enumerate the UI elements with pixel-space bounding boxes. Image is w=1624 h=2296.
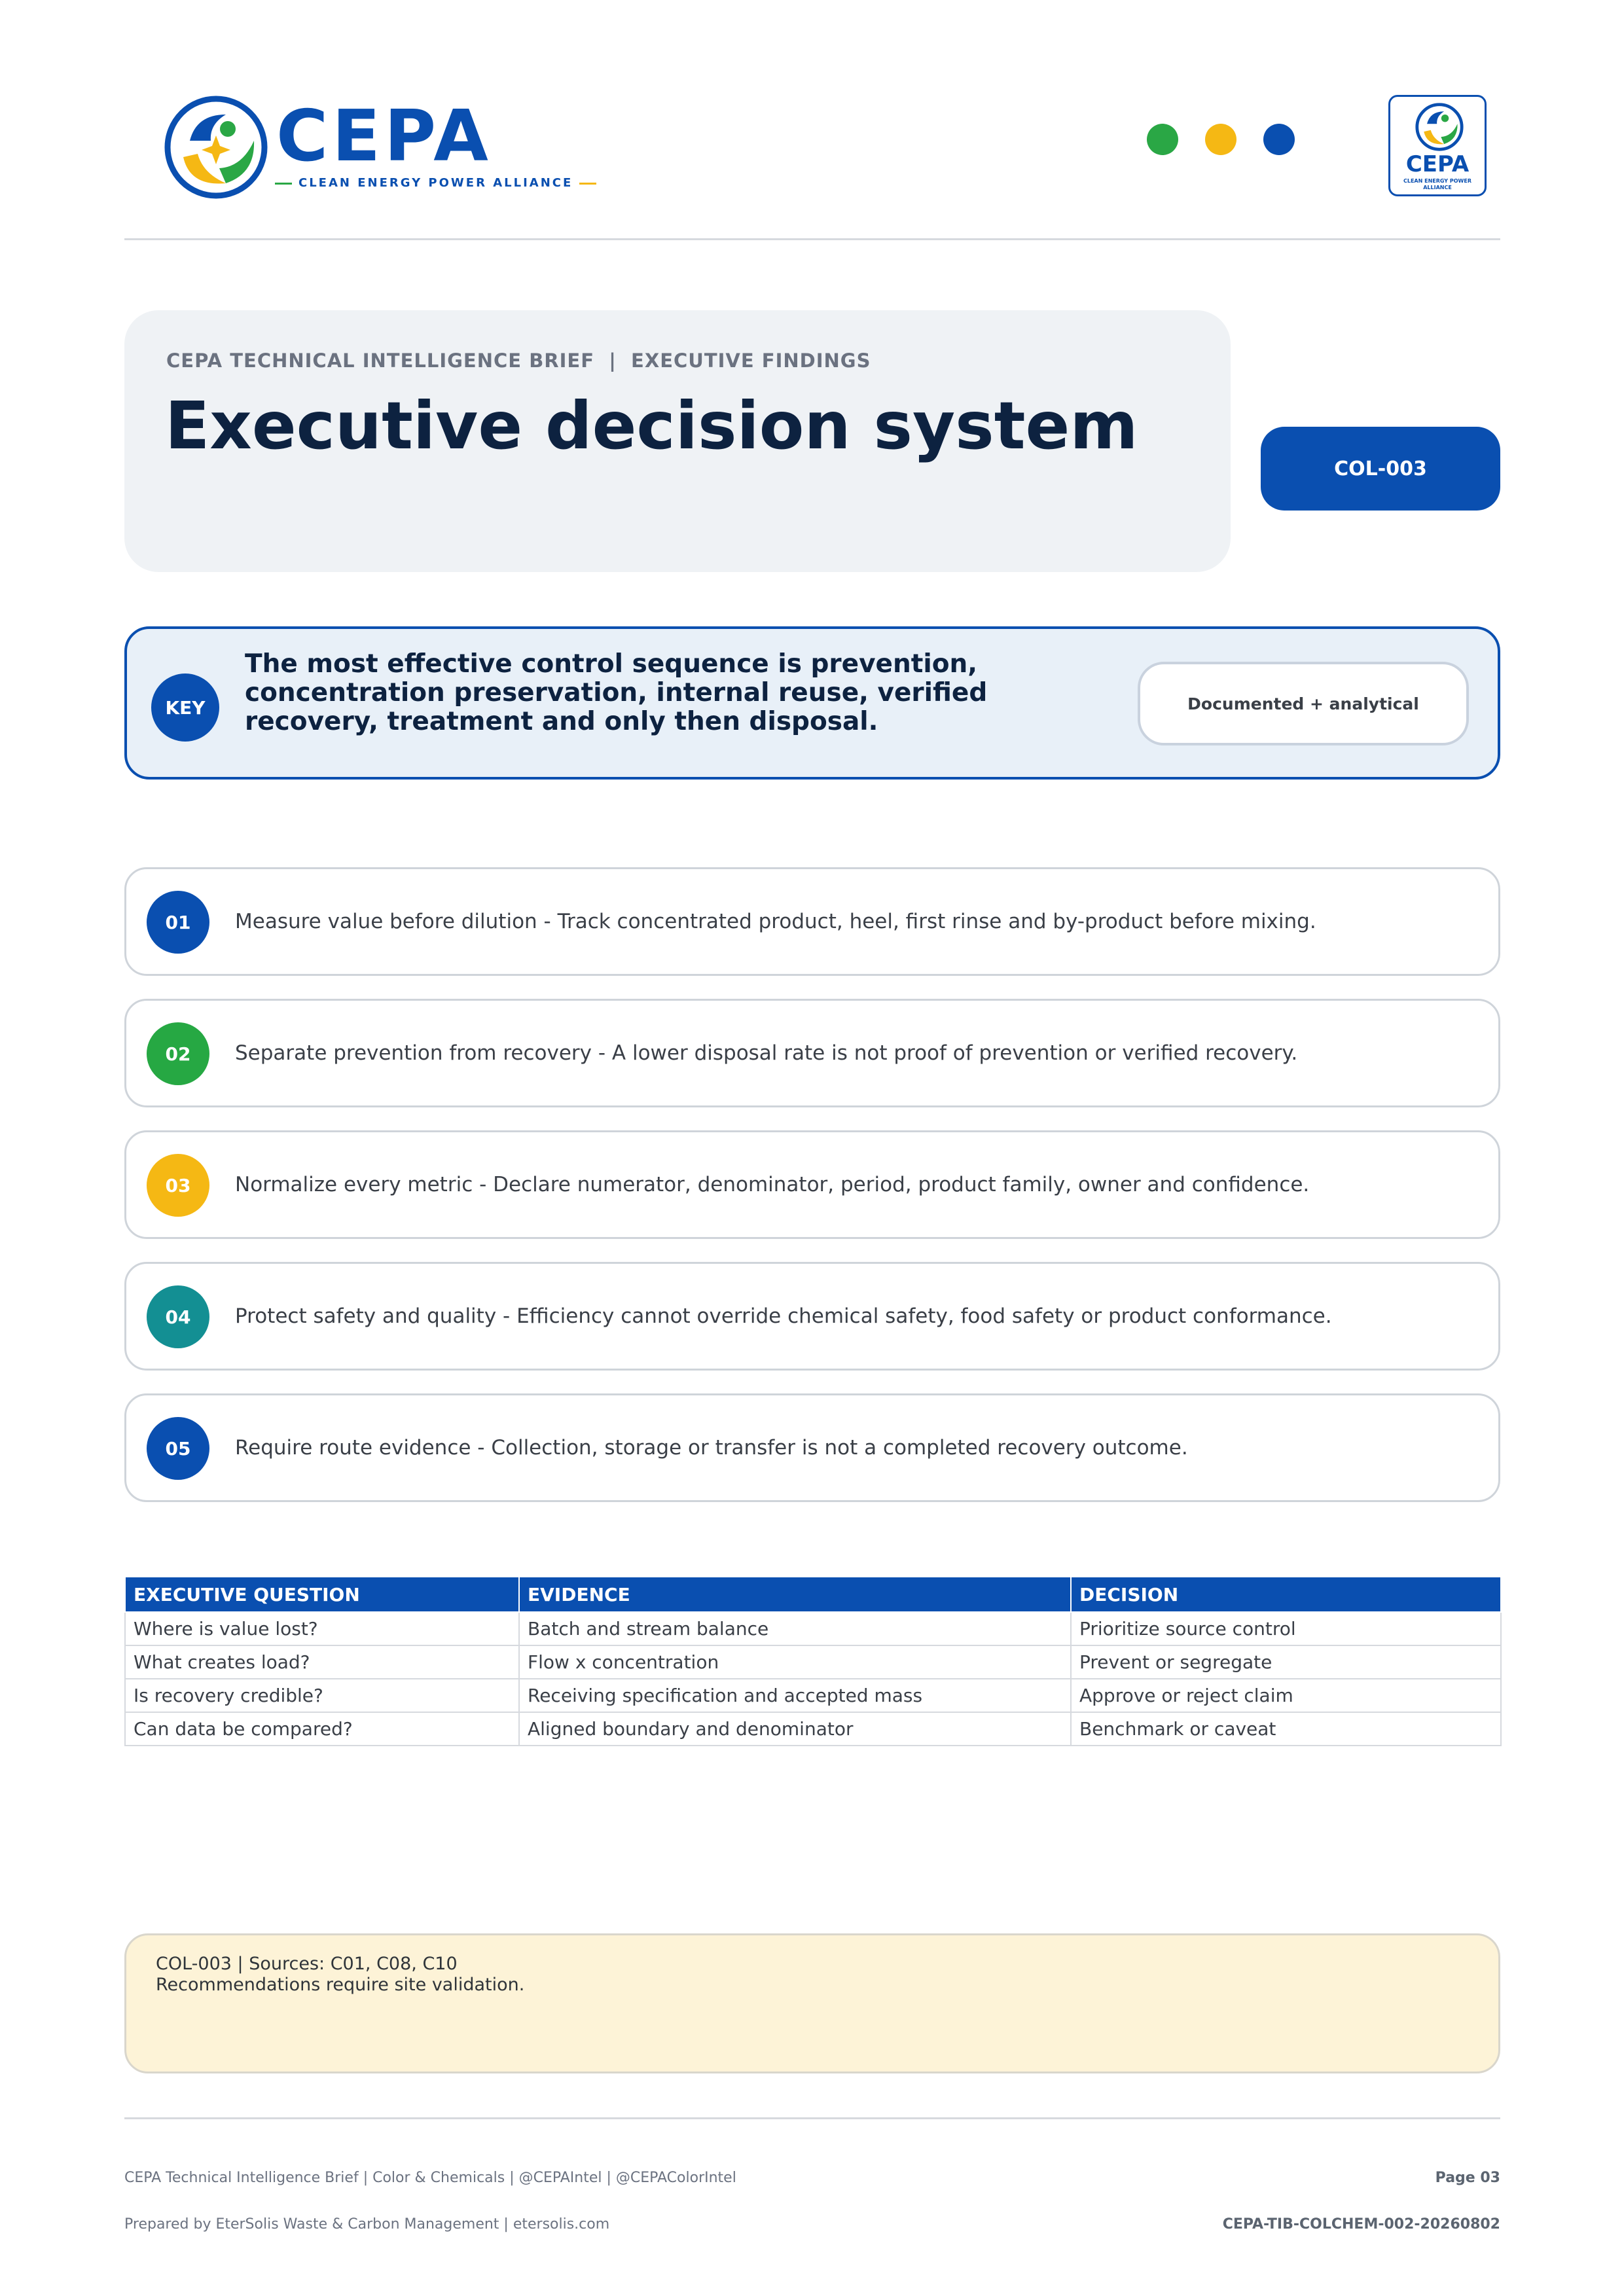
note-validation: Recommendations require site validation. bbox=[156, 1975, 525, 1995]
title-kicker: CEPA TECHNICAL INTELLIGENCE BRIEF | EXECUTIVE FINDINGS bbox=[166, 350, 871, 372]
finding-text: Measure value before dilution - Track concentrated product, heel, first rinse and by-product before mixing. bbox=[235, 910, 1316, 933]
key-label: KEY bbox=[151, 673, 219, 742]
finding-number: 02 bbox=[147, 1022, 209, 1085]
table-cell: Where is value lost? bbox=[125, 1612, 519, 1645]
blue-dot-icon bbox=[1263, 124, 1295, 155]
table-cell: Is recovery credible? bbox=[125, 1679, 519, 1712]
evidence-tag: Documented + analytical bbox=[1138, 662, 1469, 745]
note-sources: COL-003 | Sources: C01, C08, C10 bbox=[156, 1954, 458, 1974]
badge-wordmark: CEPA bbox=[1405, 151, 1470, 177]
finding-number: 01 bbox=[147, 891, 209, 954]
source-note bbox=[124, 1933, 1500, 2073]
page-number: Page 03 bbox=[1435, 2170, 1500, 2186]
table-cell: Can data be compared? bbox=[125, 1712, 519, 1746]
finding-card bbox=[124, 999, 1500, 1107]
document-code-badge: COL-003 bbox=[1261, 427, 1500, 511]
finding-text: Normalize every metric - Declare numerator, denominator, period, product family, owner and confidence. bbox=[235, 1173, 1310, 1196]
cepa-badge-emblem-icon bbox=[1415, 102, 1464, 152]
logo-wordmark: CEPA bbox=[276, 96, 492, 177]
table-cell: Prevent or segregate bbox=[1071, 1645, 1501, 1679]
cepa-emblem-icon bbox=[164, 95, 268, 200]
title-card bbox=[124, 310, 1231, 572]
finding-number: 03 bbox=[147, 1154, 209, 1217]
finding-card bbox=[124, 1262, 1500, 1371]
table-row bbox=[125, 1712, 1501, 1746]
yellow-dot-icon bbox=[1205, 124, 1236, 155]
decision-table bbox=[124, 1577, 1502, 1746]
table-cell: Batch and stream balance bbox=[519, 1612, 1071, 1645]
page-title: Executive decision system bbox=[165, 387, 1138, 464]
key-statement: The most effective control sequence is prevention, concentration preservation, internal reuse, verified recovery, treatment and only then disposal. bbox=[245, 649, 988, 737]
column-header: EXECUTIVE QUESTION bbox=[125, 1577, 519, 1612]
table-cell: Flow x concentration bbox=[519, 1645, 1071, 1679]
column-header: EVIDENCE bbox=[519, 1577, 1071, 1612]
table-cell: Receiving specification and accepted mass bbox=[519, 1679, 1071, 1712]
table-header-row bbox=[125, 1577, 1501, 1612]
logo-tagline: CLEAN ENERGY POWER ALLIANCE bbox=[268, 176, 603, 190]
table-cell: What creates load? bbox=[125, 1645, 519, 1679]
finding-card bbox=[124, 867, 1500, 976]
header-divider bbox=[124, 238, 1500, 240]
table-row bbox=[125, 1679, 1501, 1712]
column-header: DECISION bbox=[1071, 1577, 1501, 1612]
finding-number: 05 bbox=[147, 1417, 209, 1480]
finding-text: Require route evidence - Collection, storage or transfer is not a completed recovery outcome. bbox=[235, 1436, 1188, 1460]
table-cell: Aligned boundary and denominator bbox=[519, 1712, 1071, 1746]
table-row bbox=[125, 1645, 1501, 1679]
green-dot-icon bbox=[1147, 124, 1178, 155]
finding-card bbox=[124, 1130, 1500, 1239]
finding-text: Separate prevention from recovery - A lower disposal rate is not proof of prevention or verified recovery. bbox=[235, 1041, 1298, 1065]
footer-publication: CEPA Technical Intelligence Brief | Color & Chemicals | @CEPAIntel | @CEPAColorIntel bbox=[124, 2170, 736, 2186]
footer-divider bbox=[124, 2117, 1500, 2119]
key-callout bbox=[124, 626, 1500, 780]
cepa-badge-logo bbox=[1388, 95, 1487, 196]
table-cell: Approve or reject claim bbox=[1071, 1679, 1501, 1712]
finding-number: 04 bbox=[147, 1285, 209, 1348]
table-row bbox=[125, 1612, 1501, 1645]
footer-preparer: Prepared by EterSolis Waste & Carbon Management | etersolis.com bbox=[124, 2216, 610, 2233]
finding-text: Protect safety and quality - Efficiency cannot override chemical safety, food safety or product conformance. bbox=[235, 1304, 1332, 1328]
finding-card bbox=[124, 1393, 1500, 1502]
table-cell: Benchmark or caveat bbox=[1071, 1712, 1501, 1746]
document-id: CEPA-TIB-COLCHEM-002-20260802 bbox=[1222, 2216, 1500, 2233]
table-cell: Prioritize source control bbox=[1071, 1612, 1501, 1645]
badge-tagline: CLEAN ENERGY POWER ALLIANCE bbox=[1403, 178, 1471, 190]
cepa-logo bbox=[164, 95, 573, 200]
